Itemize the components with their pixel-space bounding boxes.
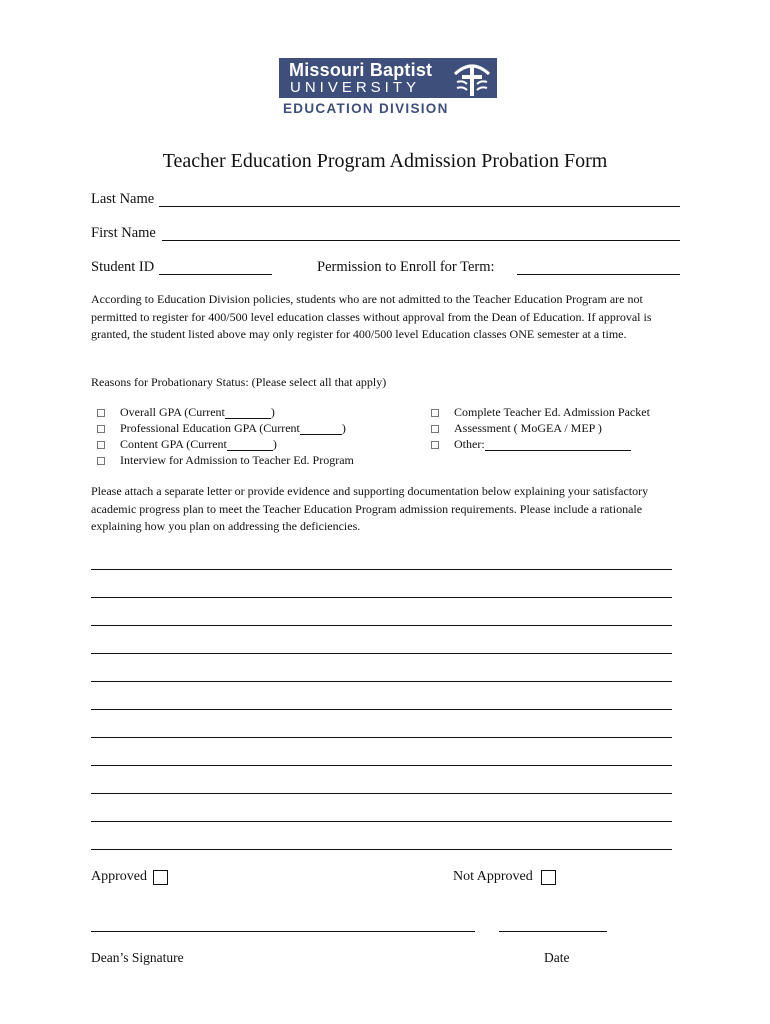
page-title: Teacher Education Program Admission Probation Form bbox=[162, 150, 608, 172]
writing-line[interactable] bbox=[91, 625, 672, 626]
logo-cross-icon bbox=[451, 60, 493, 103]
checkbox[interactable] bbox=[431, 409, 439, 417]
policy-paragraph: According to Education Division policies, students who are not admitted to the Teacher Education Program are not permitted to register for 400/500 level education classes without approval from the Dean of Education. If approval is granted, the student listed above may only register for 400/500 level Education classes ONE semester at a time. bbox=[91, 292, 652, 341]
approved-label: Approved bbox=[91, 869, 147, 884]
checkbox[interactable] bbox=[431, 441, 439, 449]
date-label: Date bbox=[544, 950, 570, 965]
gpa-blank[interactable] bbox=[227, 439, 273, 451]
reason-overall-gpa[interactable] bbox=[97, 405, 275, 420]
reason-admission-packet[interactable] bbox=[431, 405, 650, 420]
dean-signature-label: Dean’s Signature bbox=[91, 950, 184, 965]
logo-line2: UNIVERSITY bbox=[290, 79, 421, 96]
checkbox[interactable] bbox=[97, 425, 105, 433]
reason-label: Complete Teacher Ed. Admission Packet bbox=[454, 405, 650, 419]
permission-term-field[interactable] bbox=[517, 274, 680, 275]
logo-subtitle: EDUCATION DIVISION bbox=[283, 101, 449, 116]
first-name-label: First Name bbox=[91, 225, 156, 241]
gpa-blank[interactable] bbox=[300, 423, 342, 435]
student-id-label: Student ID bbox=[91, 259, 155, 275]
reason-content-gpa[interactable] bbox=[97, 437, 277, 452]
date-line[interactable] bbox=[499, 931, 607, 932]
approved-checkbox[interactable] bbox=[153, 870, 168, 885]
checkbox[interactable] bbox=[97, 409, 105, 417]
permission-term-label: Permission to Enroll for Term: bbox=[317, 259, 495, 275]
reason-suffix: ) bbox=[272, 437, 277, 451]
writing-line[interactable] bbox=[91, 569, 672, 570]
not-approved-label: Not Approved bbox=[453, 869, 533, 884]
reason-assessment[interactable] bbox=[431, 421, 602, 436]
reason-label: Professional Education GPA (Current bbox=[120, 421, 300, 435]
reason-suffix: ) bbox=[341, 421, 346, 435]
attach-paragraph: Please attach a separate letter or provide evidence and supporting documentation below explaining your satisfactory academic progress plan to meet the Teacher Education Program admission requirements. Please include a rationale explaining how you plan on addressing the deficiencies. bbox=[91, 484, 649, 533]
student-id-field[interactable] bbox=[159, 274, 272, 275]
writing-line[interactable] bbox=[91, 653, 672, 654]
reason-label: Assessment ( MoGEA / MEP ) bbox=[454, 421, 602, 435]
reason-label: Overall GPA (Current bbox=[120, 405, 225, 419]
last-name-label: Last Name bbox=[91, 191, 155, 207]
writing-line[interactable] bbox=[91, 709, 672, 710]
other-blank[interactable] bbox=[485, 439, 631, 451]
logo-line1: Missouri Baptist bbox=[289, 60, 433, 80]
reason-label: Other: bbox=[454, 437, 485, 451]
reason-label: Interview for Admission to Teacher Ed. Program bbox=[120, 453, 354, 467]
reason-label: Content GPA (Current bbox=[120, 437, 227, 451]
checkbox[interactable] bbox=[97, 457, 105, 465]
first-name-field[interactable] bbox=[162, 240, 680, 241]
writing-line[interactable] bbox=[91, 737, 672, 738]
checkbox[interactable] bbox=[97, 441, 105, 449]
not-approved-checkbox[interactable] bbox=[541, 870, 556, 885]
reason-other[interactable] bbox=[431, 437, 631, 452]
checkbox[interactable] bbox=[431, 425, 439, 433]
approved-option[interactable] bbox=[91, 869, 168, 885]
writing-line[interactable] bbox=[91, 849, 672, 850]
writing-line[interactable] bbox=[91, 793, 672, 794]
reasons-heading: Reasons for Probationary Status: (Please select all that apply) bbox=[91, 375, 387, 389]
reason-suffix: ) bbox=[270, 405, 275, 419]
writing-line[interactable] bbox=[91, 821, 672, 822]
reason-interview[interactable] bbox=[97, 453, 354, 468]
last-name-field[interactable] bbox=[159, 206, 680, 207]
writing-line[interactable] bbox=[91, 765, 672, 766]
dean-signature-line[interactable] bbox=[91, 931, 475, 932]
writing-line[interactable] bbox=[91, 597, 672, 598]
reason-professional-gpa[interactable] bbox=[97, 421, 346, 436]
not-approved-option[interactable] bbox=[453, 869, 556, 885]
gpa-blank[interactable] bbox=[225, 407, 271, 419]
writing-line[interactable] bbox=[91, 681, 672, 682]
